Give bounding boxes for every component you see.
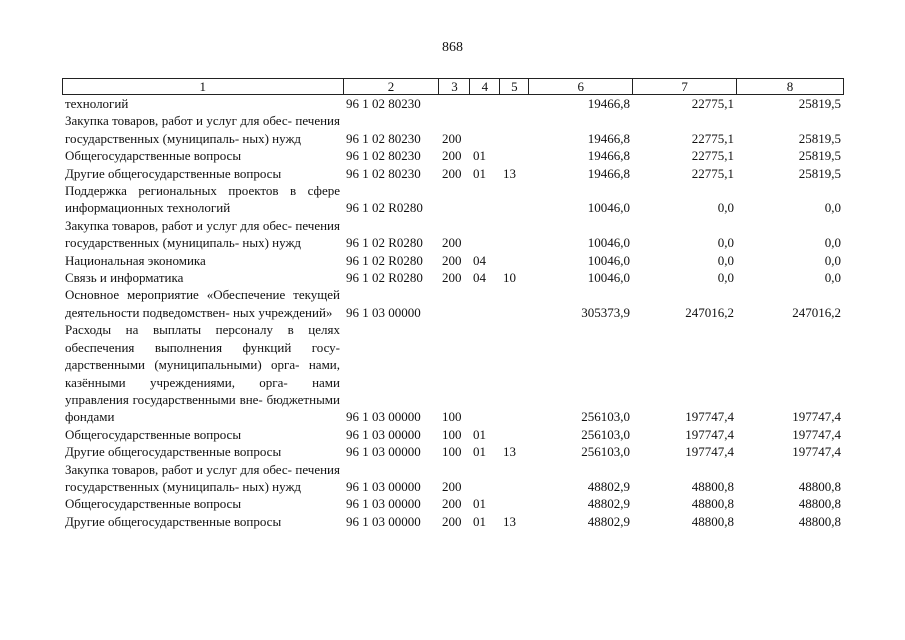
table-row	[62, 286, 844, 321]
table-row	[62, 147, 844, 164]
row-name: Общегосударственные вопросы	[65, 496, 242, 512]
row-name: Связь и информатика	[65, 270, 184, 286]
amount-col-6: 256103,0	[581, 426, 630, 442]
subsection-code: 13	[503, 513, 516, 529]
section-code	[470, 321, 500, 425]
amount-col-7: 0,0	[717, 270, 734, 286]
table-row	[62, 495, 844, 512]
table-row	[62, 112, 844, 147]
expense-type-code	[439, 182, 470, 217]
target-article-code: 96 1 03 00000	[346, 444, 421, 460]
target-article-code: 96 1 02 80230	[346, 148, 421, 164]
expense-type-code: 200	[442, 252, 462, 268]
table-row	[62, 443, 844, 460]
table-row	[62, 165, 844, 182]
amount-col-7: 247016,2	[685, 304, 734, 320]
amount-col-8: 25819,5	[798, 165, 841, 181]
amount-col-6: 10046,0	[587, 235, 630, 251]
row-name: Расходы на выплаты персоналу в целях обеспечения выполнения функций госу- дарственными (муниципальными) орга- нами, казёнными учреждениями, орга- нами управления государственными вне- бюджетными фондами	[65, 322, 340, 425]
table-row	[62, 513, 844, 530]
expense-type-code: 200	[442, 130, 462, 146]
subsection-code	[500, 252, 529, 269]
subsection-code: 13	[503, 444, 516, 460]
subsection-code	[500, 95, 529, 112]
amount-col-6: 256103,0	[581, 409, 630, 425]
section-code: 01	[473, 496, 486, 512]
amount-col-7: 22775,1	[691, 130, 734, 146]
subsection-code: 13	[503, 165, 516, 181]
expense-type-code: 100	[442, 426, 462, 442]
amount-col-6: 48802,9	[587, 496, 630, 512]
header-col-5: 5	[500, 79, 529, 95]
table-row	[62, 321, 844, 425]
amount-col-7: 0,0	[717, 252, 734, 268]
target-article-code: 96 1 02 80230	[346, 96, 421, 111]
budget-table	[62, 95, 844, 530]
amount-col-8: 197747,4	[792, 409, 841, 425]
target-article-code: 96 1 02 R0280	[346, 252, 423, 268]
table-row	[62, 182, 844, 217]
table-row	[62, 95, 844, 112]
amount-col-6: 256103,0	[581, 444, 630, 460]
amount-col-6: 19466,8	[587, 165, 630, 181]
expense-type-code: 200	[442, 235, 462, 251]
target-article-code: 96 1 02 R0280	[346, 235, 423, 251]
section-code: 01	[473, 148, 486, 164]
amount-col-6: 19466,8	[587, 130, 630, 146]
subsection-code	[500, 321, 529, 425]
row-name: Основное мероприятие «Обеспечение текущей деятельности подведомствен- ных учреждений»	[65, 287, 340, 320]
section-code	[470, 95, 500, 112]
target-article-code: 96 1 03 00000	[346, 478, 421, 494]
target-article-code: 96 1 02 80230	[346, 130, 421, 146]
expense-type-code: 200	[442, 496, 462, 512]
section-code: 01	[473, 165, 486, 181]
subsection-code	[500, 182, 529, 217]
section-code	[470, 461, 500, 496]
row-name: Закупка товаров, работ и услуг для обес- печения государственных (муниципаль- ных) нужд	[65, 461, 340, 494]
subsection-code	[500, 426, 529, 443]
amount-col-7: 48800,8	[691, 496, 734, 512]
amount-col-6: 19466,8	[587, 96, 630, 111]
target-article-code: 96 1 03 00000	[346, 409, 421, 425]
amount-col-7: 197747,4	[685, 409, 734, 425]
target-article-code: 96 1 03 00000	[346, 513, 421, 529]
amount-col-7: 0,0	[717, 200, 734, 216]
amount-col-7: 0,0	[717, 235, 734, 251]
expense-type-code	[439, 95, 470, 112]
amount-col-7: 48800,8	[691, 513, 734, 529]
amount-col-8: 0,0	[824, 252, 841, 268]
target-article-code: 96 1 02 R0280	[346, 200, 423, 216]
target-article-code: 96 1 03 00000	[346, 496, 421, 512]
table-row	[62, 252, 844, 269]
section-code: 01	[473, 426, 486, 442]
amount-col-8: 197747,4	[792, 444, 841, 460]
amount-col-6: 10046,0	[587, 200, 630, 216]
table-row	[62, 461, 844, 496]
amount-col-8: 247016,2	[792, 304, 841, 320]
amount-col-6: 19466,8	[587, 148, 630, 164]
expense-type-code: 200	[442, 165, 462, 181]
row-name: Другие общегосударственные вопросы	[65, 165, 282, 181]
amount-col-6: 305373,9	[581, 304, 630, 320]
header-col-1: 1	[63, 79, 344, 95]
section-code: 04	[473, 252, 486, 268]
subsection-code	[500, 286, 529, 321]
amount-col-8: 25819,5	[798, 96, 841, 111]
amount-col-6: 48802,9	[587, 478, 630, 494]
subsection-code	[500, 147, 529, 164]
amount-col-8: 0,0	[824, 200, 841, 216]
expense-type-code: 200	[442, 513, 462, 529]
subsection-code	[500, 112, 529, 147]
amount-col-8: 197747,4	[792, 426, 841, 442]
target-article-code: 96 1 02 R0280	[346, 270, 423, 286]
expense-type-code: 100	[442, 409, 462, 425]
row-name: Общегосударственные вопросы	[65, 426, 242, 442]
table-row	[62, 269, 844, 286]
amount-col-7: 197747,4	[685, 426, 734, 442]
page-number: 868	[442, 40, 463, 55]
amount-col-7: 22775,1	[691, 96, 734, 111]
row-name: Другие общегосударственные вопросы	[65, 444, 282, 460]
table-row	[62, 426, 844, 443]
header-col-7: 7	[633, 79, 737, 95]
row-name: Национальная экономика	[65, 252, 206, 268]
row-name: технологий	[65, 96, 129, 111]
expense-type-code: 200	[442, 148, 462, 164]
section-code: 04	[473, 270, 486, 286]
table-row	[62, 217, 844, 252]
amount-col-8: 25819,5	[798, 148, 841, 164]
subsection-code	[500, 495, 529, 512]
row-name: Другие общегосударственные вопросы	[65, 513, 282, 529]
header-row	[63, 79, 844, 95]
expense-type-code	[439, 286, 470, 321]
expense-type-code: 200	[442, 270, 462, 286]
subsection-code	[500, 461, 529, 496]
row-name: Общегосударственные вопросы	[65, 148, 242, 164]
section-code	[470, 286, 500, 321]
section-code: 01	[473, 513, 486, 529]
header-col-6: 6	[529, 79, 633, 95]
target-article-code: 96 1 03 00000	[346, 426, 421, 442]
amount-col-6: 10046,0	[587, 270, 630, 286]
expense-type-code: 200	[442, 478, 462, 494]
target-article-code: 96 1 03 00000	[346, 304, 421, 320]
row-name: Закупка товаров, работ и услуг для обес- печения государственных (муниципаль- ных) нужд	[65, 217, 340, 251]
amount-col-8: 48800,8	[798, 478, 841, 494]
amount-col-7: 197747,4	[685, 444, 734, 460]
section-code	[470, 112, 500, 147]
amount-col-8: 0,0	[824, 235, 841, 251]
amount-col-7: 22775,1	[691, 148, 734, 164]
amount-col-6: 10046,0	[587, 252, 630, 268]
header-col-3: 3	[439, 79, 470, 95]
target-article-code: 96 1 02 80230	[346, 165, 421, 181]
header-col-4: 4	[470, 79, 500, 95]
header-col-8: 8	[737, 79, 844, 95]
expense-type-code: 100	[442, 444, 462, 460]
amount-col-8: 48800,8	[798, 513, 841, 529]
table-header	[62, 78, 844, 95]
amount-col-6: 48802,9	[587, 513, 630, 529]
amount-col-8: 0,0	[824, 270, 841, 286]
header-col-2: 2	[343, 79, 439, 95]
section-code	[470, 217, 500, 252]
section-code	[470, 182, 500, 217]
subsection-code: 10	[503, 270, 516, 286]
amount-col-8: 25819,5	[798, 130, 841, 146]
amount-col-7: 22775,1	[691, 165, 734, 181]
row-name: Поддержка региональных проектов в сфере информационных технологий	[65, 183, 340, 216]
table-body	[62, 95, 844, 530]
amount-col-7: 48800,8	[691, 478, 734, 494]
row-name: Закупка товаров, работ и услуг для обес- печения государственных (муниципаль- ных) нужд	[65, 113, 340, 146]
section-code: 01	[473, 444, 486, 460]
amount-col-8: 48800,8	[798, 496, 841, 512]
subsection-code	[500, 217, 529, 252]
